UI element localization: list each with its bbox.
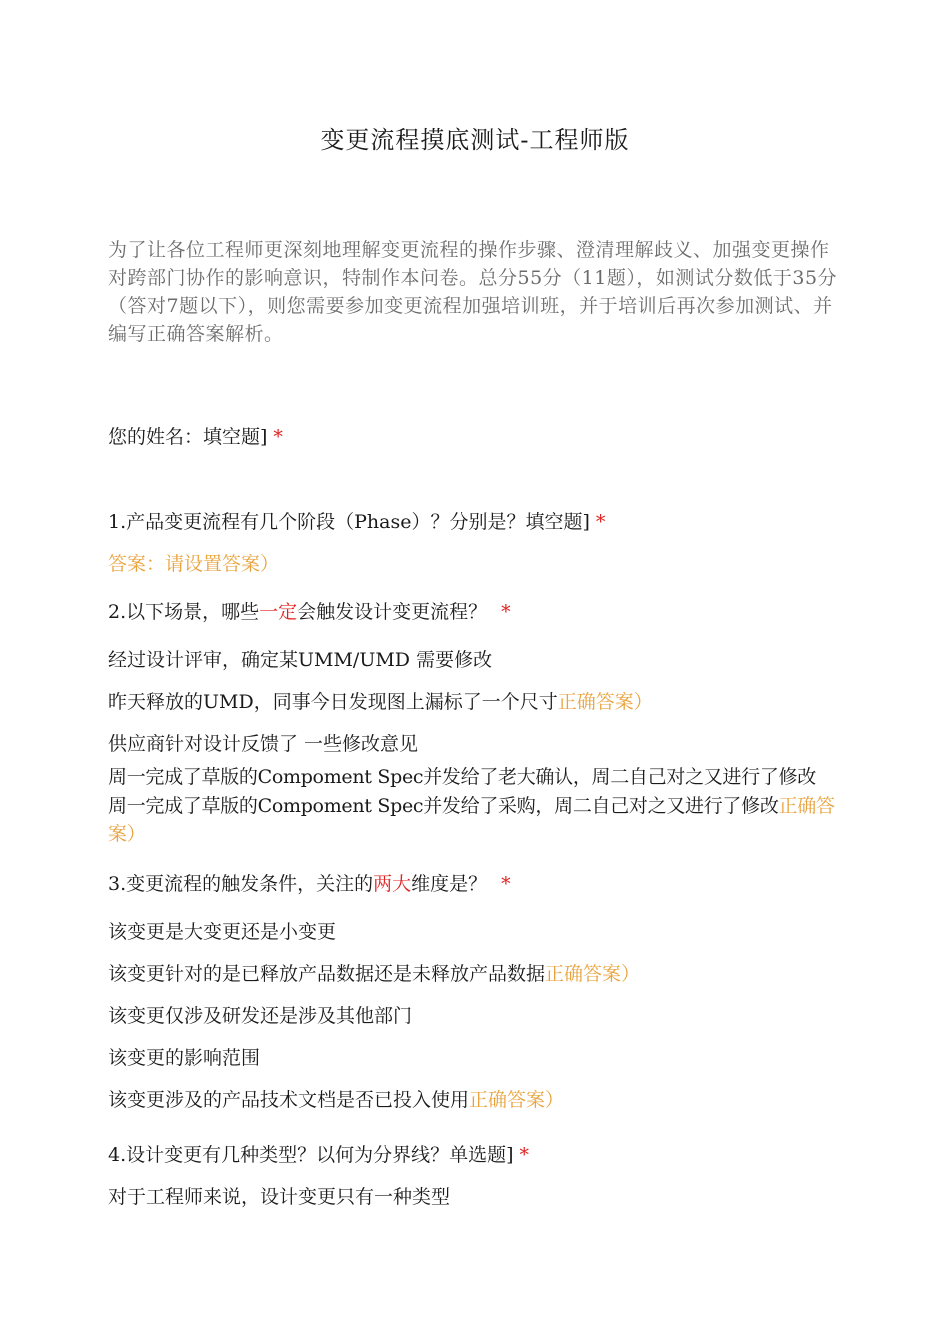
question-1 — [108, 508, 858, 536]
q2-option-text: 供应商针对设计反馈了 一些修改意见 — [108, 733, 419, 755]
q3-option-text: 该变更涉及的产品技术文档是否已投入使用 — [108, 1089, 470, 1111]
correct-answer-mark: 正确答案） — [557, 691, 653, 713]
name-question — [108, 423, 858, 451]
q3-option-text: 该变更针对的是已释放产品数据还是未释放产品数据 — [108, 963, 546, 985]
question-1-text: 1.产品变更流程有几个阶段（Phase）？分别是？填空题] — [108, 511, 590, 533]
q3-option — [108, 918, 858, 946]
question-2-suffix: 会触发设计变更流程？ — [297, 601, 488, 623]
page-title: 变更流程摸底测试-工程师版 — [320, 126, 630, 154]
q2-option — [108, 730, 858, 758]
required-star: * — [501, 873, 511, 895]
q2-option — [108, 792, 848, 848]
question-2-highlight: 一定 — [259, 601, 298, 623]
required-star: * — [501, 601, 511, 623]
question-3-highlight: 两大 — [373, 873, 412, 895]
q3-option-text: 该变更是大变更还是小变更 — [108, 921, 337, 943]
correct-answer-mark: 正确答案） — [108, 795, 835, 845]
required-star: * — [595, 511, 606, 533]
q2-option-text: 周一完成了草版的Compoment Spec并发给了老大确认，周二自己对之又进行了修改 — [108, 766, 816, 788]
q3-option — [108, 1002, 858, 1030]
q2-option-text: 经过设计评审，确定某UMM/UMD 需要修改 — [108, 649, 493, 671]
correct-answer-mark: 正确答案） — [545, 963, 641, 985]
question-3 — [108, 870, 858, 898]
correct-answer-mark: 正确答案） — [469, 1089, 565, 1111]
q3-option-text: 该变更仅涉及研发还是涉及其他部门 — [108, 1005, 413, 1027]
question-4-text: 4.设计变更有几种类型？以何为分界线？单选题] — [108, 1144, 514, 1166]
q3-option — [108, 960, 858, 988]
q3-option — [108, 1086, 858, 1114]
q2-option-text: 昨天释放的UMD，同事今日发现图上漏标了一个尺寸 — [108, 691, 558, 713]
question-2 — [108, 598, 858, 626]
q2-option — [108, 688, 858, 716]
intro-paragraph: 为了让各位工程师更深刻地理解变更流程的操作步骤、澄清理解歧义、加强变更操作对跨部门协作的影响意识，特制作本问卷。总分55分（11题），如测试分数低于35分（答对7题以下），则您需要参加变更流程加强培训班，并于培训后再次参加测试、并编写正确答案解析。 — [108, 239, 838, 345]
q4-option-text: 对于工程师来说，设计变更只有一种类型 — [108, 1186, 451, 1208]
question-1-answer: 答案：请设置答案） — [108, 553, 280, 575]
required-star: * — [273, 426, 283, 448]
required-star: * — [519, 1144, 530, 1166]
question-3-prefix: 3.变更流程的触发条件，关注的 — [108, 873, 374, 895]
q4-option — [108, 1183, 858, 1211]
name-question-text: 您的姓名：填空题] — [108, 426, 268, 448]
question-4 — [108, 1141, 858, 1169]
question-2-prefix: 2.以下场景，哪些 — [108, 601, 260, 623]
question-3-suffix: 维度是？ — [411, 873, 488, 895]
q2-option — [108, 646, 858, 674]
q2-option — [108, 763, 858, 791]
q2-option-text: 周一完成了草版的Compoment Spec并发给了采购，周二自己对之又进行了修改 — [108, 795, 779, 817]
q3-option-text: 该变更的影响范围 — [108, 1047, 261, 1069]
q3-option — [108, 1044, 858, 1072]
